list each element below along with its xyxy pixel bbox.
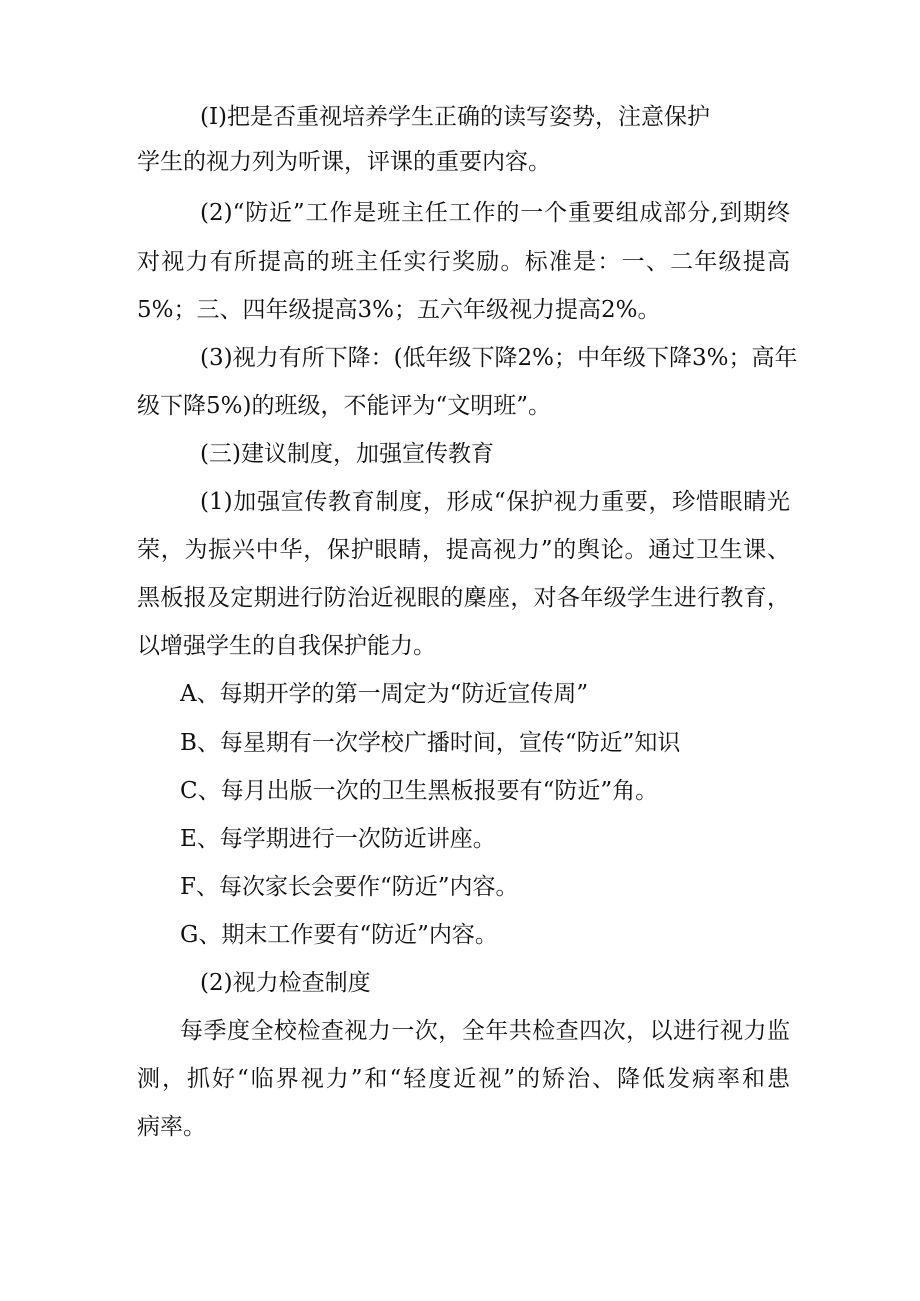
subsection-heading: (2)视力检查制度: [200, 970, 371, 996]
paragraph-5-line-3: 病率。: [137, 1114, 206, 1140]
paragraph-4-line-2: 荣，为振兴中华，保护眼睛，提高视力”的舆论。通过卫生课、: [137, 537, 790, 563]
paragraph-1-line-1: (I)把是否重视培养学生正确的读写姿势，注意保护: [200, 104, 711, 130]
paragraph-4-line-3: 黑板报及定期进行防治近视眼的麇座，对各年级学生进行教育，: [137, 585, 790, 611]
paragraph-3-line-1: (3)视力有所下降：(低年级下降2%；中年级下降3%；高年: [200, 345, 798, 371]
list-item-e: E、每学期进行一次防近讲座。: [180, 826, 496, 852]
section-heading: (三)建议制度，加强宣传教育: [200, 441, 494, 467]
paragraph-5-line-2: 测，抓好“临界视力”和“轻度近视”的矫治、降低发病率和患: [137, 1066, 790, 1092]
list-item-c: C、每月出版一次的卫生黑板报要有“防近”角。: [180, 778, 659, 804]
paragraph-3-line-2: 级下降5%)的班级，不能评为“文明班”。: [137, 393, 551, 419]
list-item-g: G、期末工作要有“防近”内容。: [180, 922, 498, 948]
list-item-f: F、每次家长会要作“防近”内容。: [180, 874, 519, 900]
paragraph-2-line-3: 5%；三、四年级提高3%；五六年级视力提高2%。: [137, 297, 661, 323]
paragraph-4-line-4: 以增强学生的自我保护能力。: [137, 633, 436, 659]
paragraph-5-line-1: 每季度全校检查视力一次，全年共检查四次，以进行视力监: [180, 1018, 790, 1044]
paragraph-4-line-1: (1)加强宣传教育制度，形成“保护视力重要，珍惜眼睛光: [200, 489, 790, 515]
paragraph-1-line-2: 学生的视力列为听课，评课的重要内容。: [137, 149, 551, 175]
list-item-b: B、每星期有一次学校广播时间，宣传“防近”知识: [180, 730, 681, 756]
list-item-a: A、每期开学的第一周定为“防近宣传周”: [180, 681, 589, 707]
paragraph-2-line-2: 对视力有所提高的班主任实行奖励。标准是：一、二年级提高: [137, 249, 790, 275]
paragraph-2-line-1: (2)“防近”工作是班主任工作的一个重要组成部分,到期终: [200, 200, 790, 226]
